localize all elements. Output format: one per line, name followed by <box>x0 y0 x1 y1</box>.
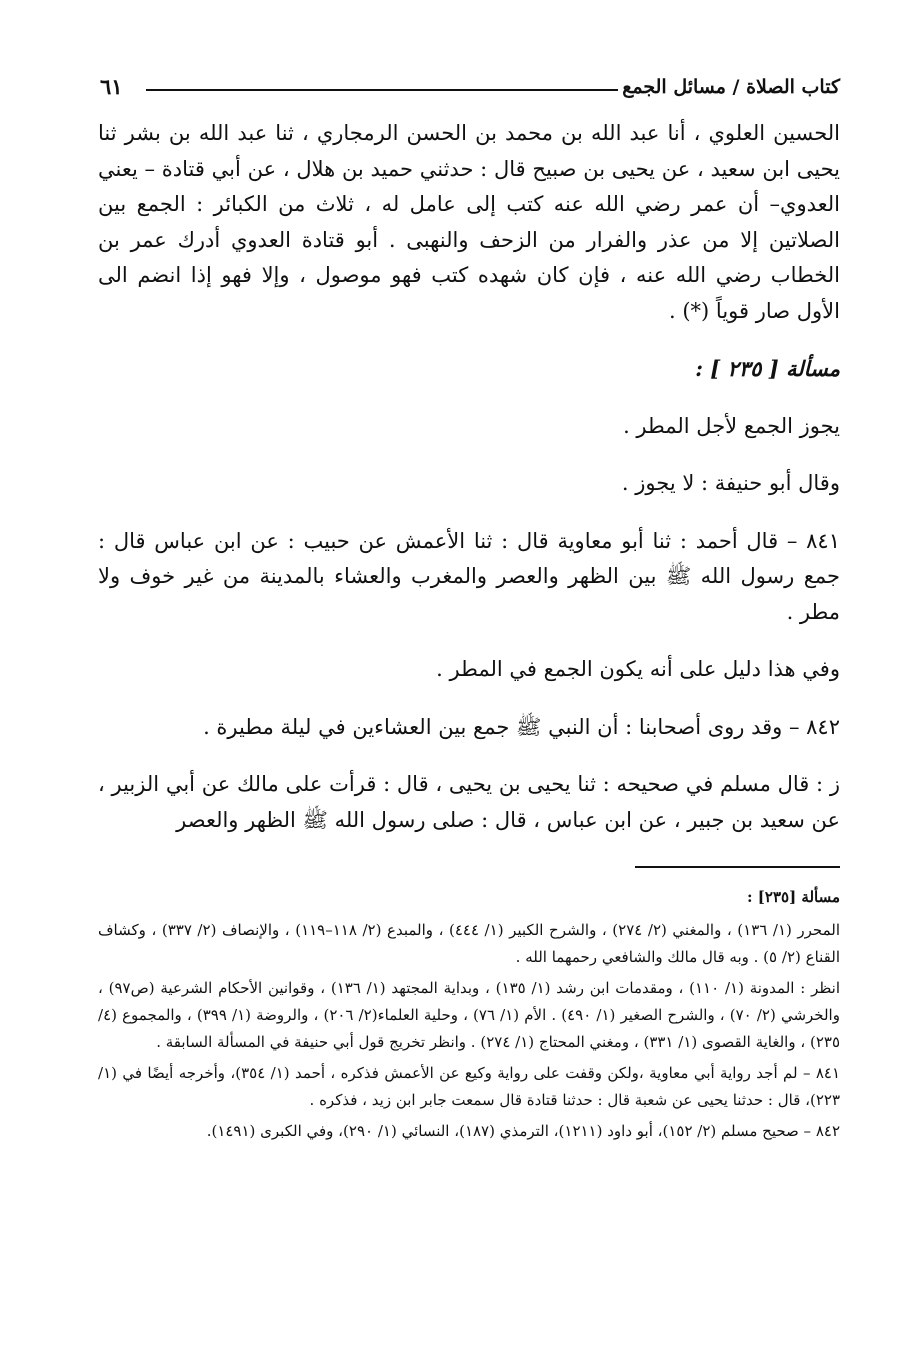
footnote-item: المحرر (١/ ١٣٦) ، والمغني (٢/ ٢٧٤) ، والشرح الكبير (١/ ٤٤٤) ، والمبدع (٢/ ١١٨–١١٩) ، والإنصاف (٢/ ٣٣٧) ، وكشاف القناع (٢/ ٥) . وبه قال مالك والشافعي رحمهما الله . <box>98 921 841 966</box>
paragraph-isnad: الحسين العلوي ، أنا عبد الله بن محمد بن الحسن الرمجاري ، ثنا عبد الله بن بشر ثنا يحيى ابن سعيد ، عن يحيى بن صبيح قال : حدثني حميد بن هلال ، عن أبي قتادة – يعني العدوي– أن عمر رضي الله عنه كتب إلى عامل له ، ثلاث من الكبائر : الجمع بين الصلاتين إلا من عذر والفرار من الزحف والنهبى . أبو قتادة العدوي أدرك عمر بن الخطاب رضي الله عنه ، فإن كان شهده كتب فهو موصول ، وإلا فهو إذا انضم الى الأول صار قوياً (*) . <box>98 121 840 323</box>
main-text <box>98 116 840 838</box>
paragraph-addition: ز : قال مسلم في صحيحه : ثنا يحيى بن يحيى ، قال : قرأت على مالك عن أبي الزبير ، عن سعيد بن جبير ، عن ابن عباس ، قال : صلى رسول الله ﷺ الظهر والعصر <box>98 772 840 832</box>
footnote-label: مسألة [٢٣٥] : <box>747 888 840 906</box>
page-number: ٦١ <box>100 74 123 99</box>
chapter-title: كتاب الصلاة / مسائل الجمع <box>622 76 840 98</box>
hadith-841: ٨٤١ – قال أحمد : ثنا أبو معاوية قال : ثنا الأعمش عن حبيب : عن ابن عباس قال : جمع رسول الله ﷺ بين الظهر والعصر والمغرب والعشاء بالمدينة من غير خوف ولا مطر . <box>98 528 840 624</box>
footnote-item: ٨٤١ – لم أجد رواية أبي معاوية ،ولكن وقفت على رواية وكيع عن الأعمش فذكره ، أحمد (١/ ٣٥٤)، وأخرجه أيضًا في (١/ ٢٢٣)، قال : حدثنا يحيى عن شعبة قال : حدثنا قتادة قال سمعت جابر ابن زيد ، فذكره . <box>98 1064 840 1109</box>
running-header <box>98 62 840 106</box>
paragraph-evidence: وفي هذا دليل على أنه يكون الجمع في المطر . <box>436 657 840 681</box>
issue-heading: مسألة [ ٢٣٥ ] : <box>695 356 840 381</box>
footnote-item: انظر : المدونة (١/ ١١٠) ، ومقدمات ابن رشد (١/ ١٣٥) ، وبداية المجتهد (١/ ١٣٦) ، وقوانين الأحكام الشرعية (ص٩٧) ، والخرشي (٢/ ٧٠) ، والشرح الصغير (١/ ٤٩٠) . الأم (١/ ٧٦) ، وحلية العلماء(٢/ ٢٠٦) ، والروضة (١/ ٣٩٩) ، والمجموع (٤/ ٢٣٥) ، والغاية القصوى (١/ ٣٣١) ، ومغني المحتاج (١/ ٢٧٤) . وانظر تخريج قول أبي حنيفة في المسألة السابقة . <box>98 979 840 1051</box>
footnotes <box>98 884 840 1145</box>
book-page <box>98 62 840 1145</box>
footnote-item: ٨٤٢ – صحيح مسلم (٢/ ١٥٢)، أبو داود (١٢١١)، الترمذي (١٨٧)، النسائي (١/ ٢٩٠)، وفي الكبرى (١٤٩١). <box>206 1122 840 1140</box>
footnote-separator <box>635 866 840 868</box>
header-rule <box>146 89 618 91</box>
hadith-842: ٨٤٢ – وقد روى أصحابنا : أن النبي ﷺ جمع بين العشاءين في ليلة مطيرة . <box>203 714 840 739</box>
paragraph-ruling: يجوز الجمع لأجل المطر . <box>623 413 840 438</box>
paragraph-hanafi-view: وقال أبو حنيفة : لا يجوز . <box>621 471 840 495</box>
